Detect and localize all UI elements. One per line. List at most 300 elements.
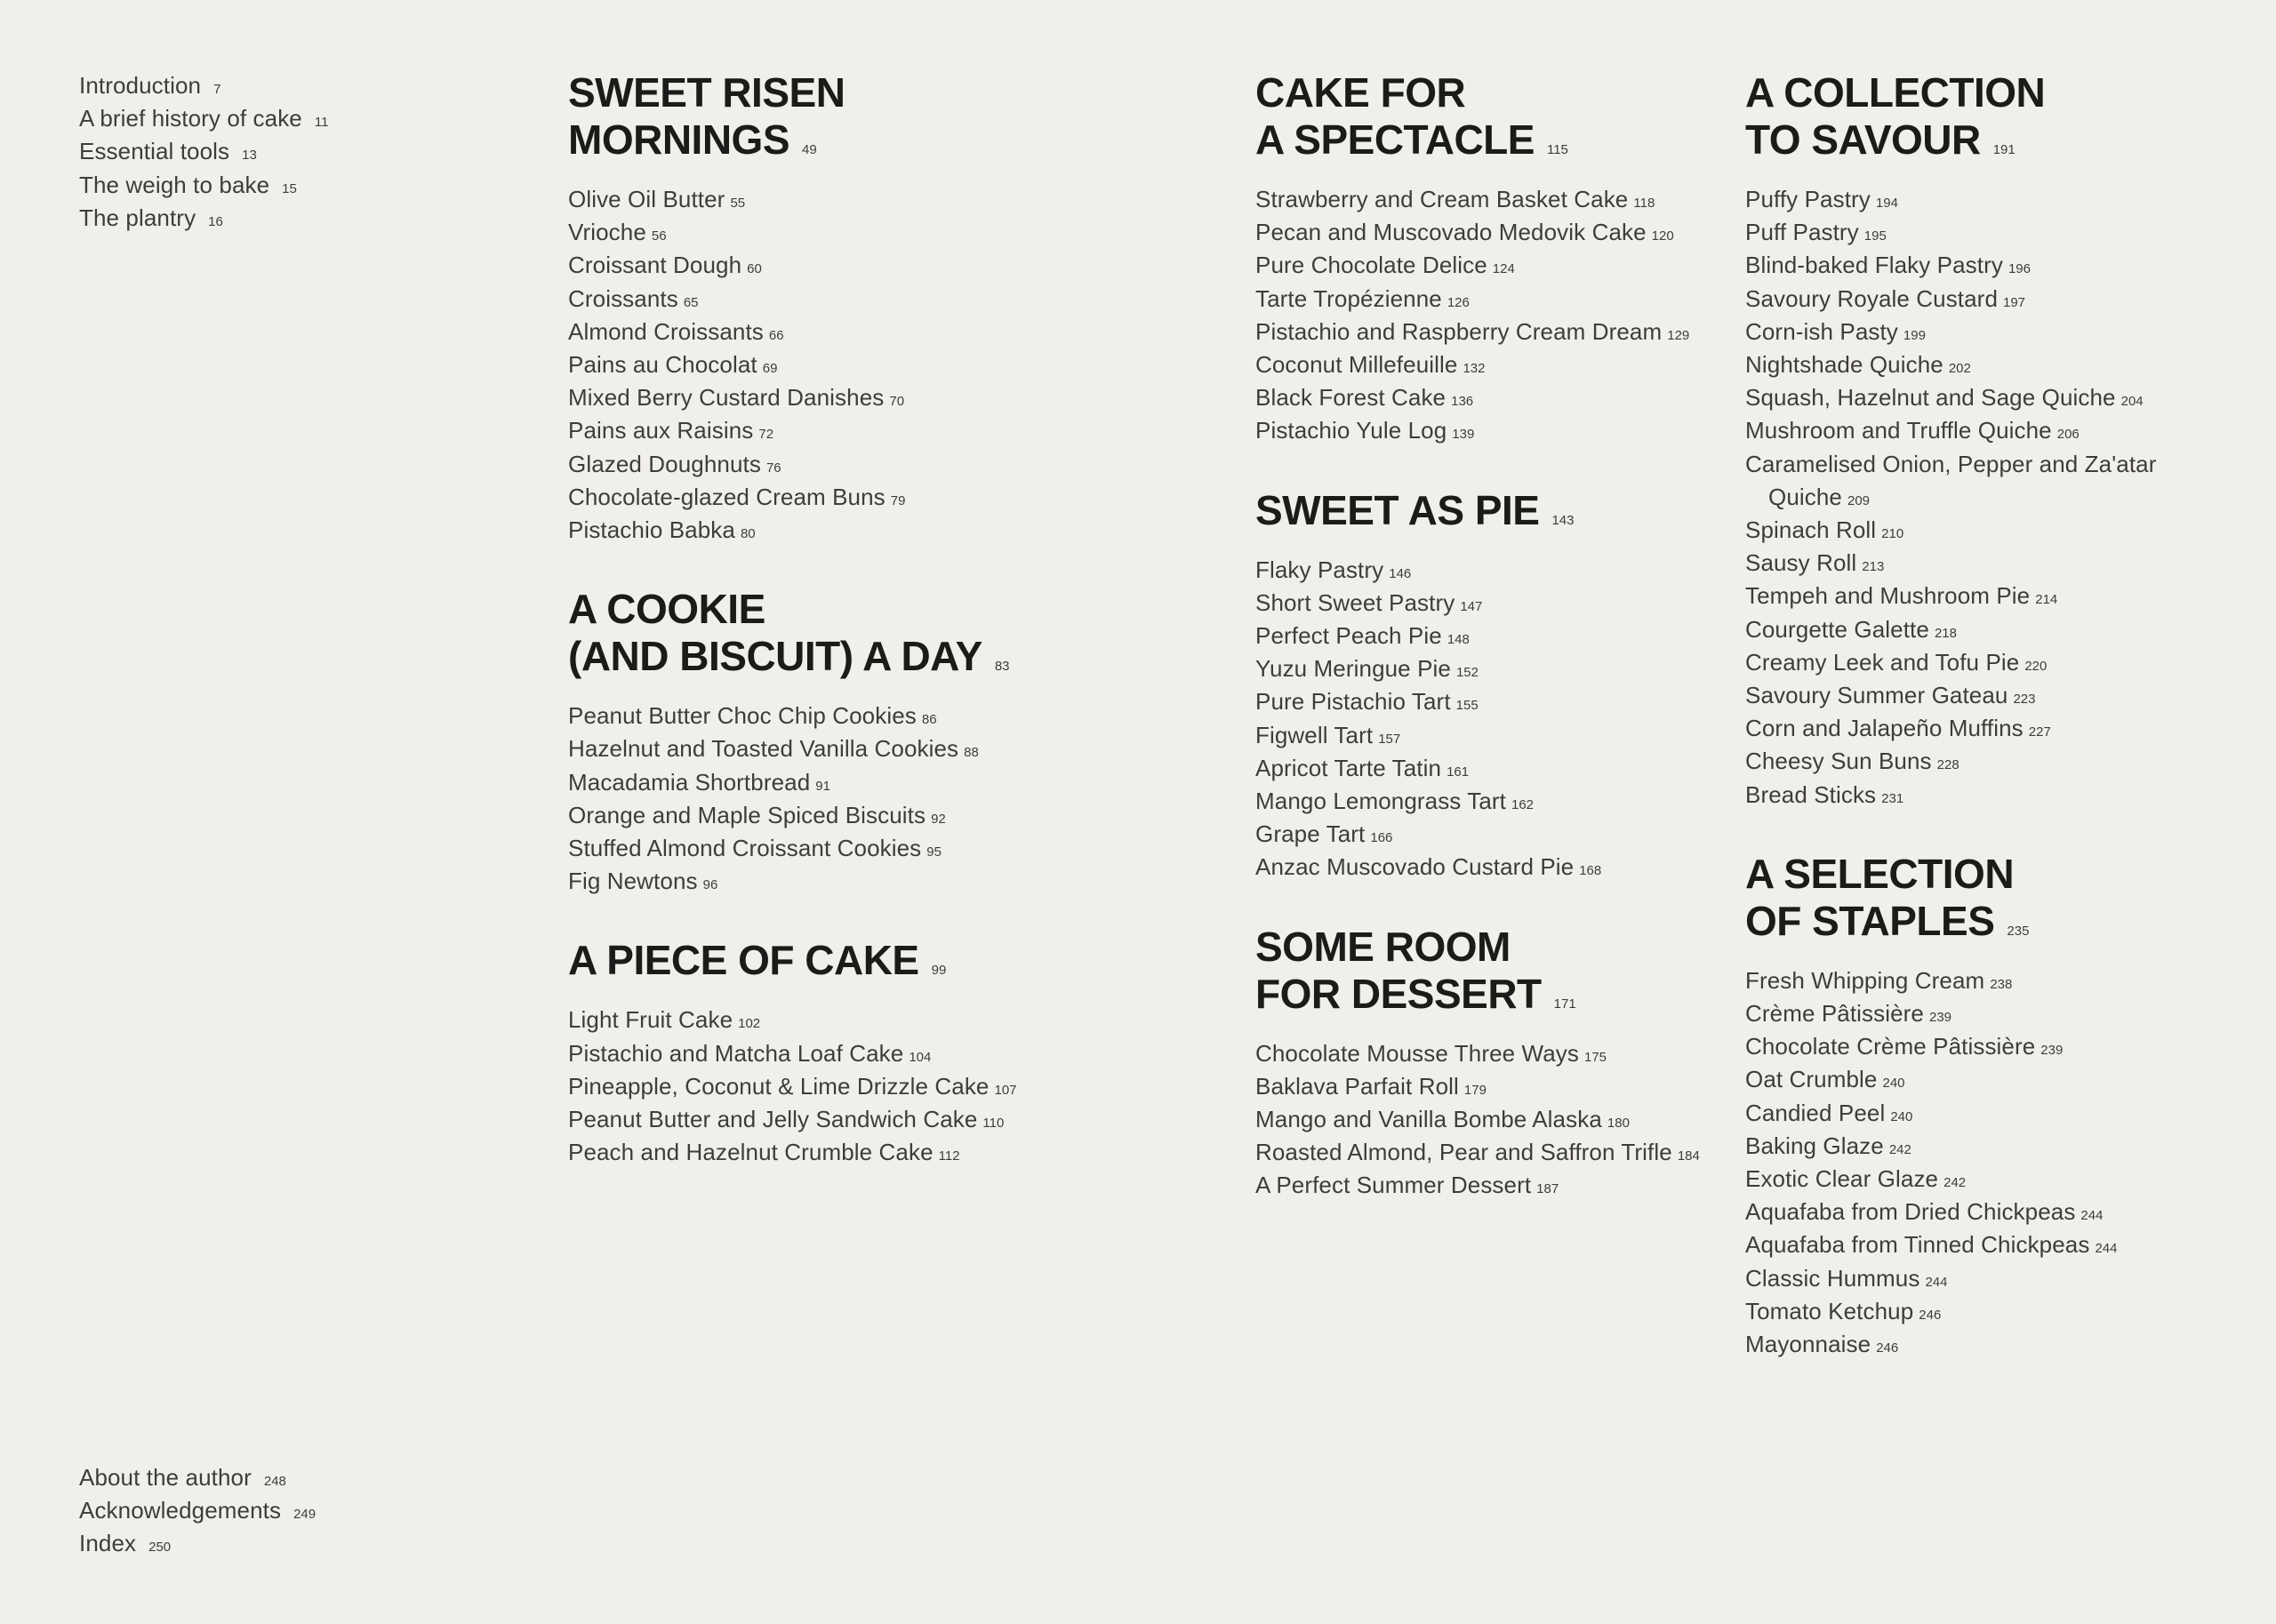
entry-page-number: 86	[921, 712, 937, 728]
entry-title: Grape Tart	[1255, 820, 1366, 848]
entry-page-number: 157	[1378, 731, 1401, 747]
toc-entry[interactable]	[568, 1072, 1017, 1105]
entry-page-number: 79	[890, 492, 906, 508]
entry-page-number: 168	[1579, 863, 1602, 879]
entry-title: Tempeh and Mushroom Pie	[1745, 582, 2031, 610]
entry-page-number: 16	[208, 213, 223, 229]
entry-page-number: 70	[889, 394, 905, 410]
toc-column-3	[1745, 69, 2161, 1400]
entry-page-number: 228	[1936, 757, 1959, 773]
entry-page-number: 56	[651, 228, 667, 244]
entry-page-number: 239	[1929, 1010, 1952, 1026]
chapter-title[interactable]	[568, 69, 1017, 173]
entry-page-number: 244	[2080, 1208, 2104, 1224]
toc-entry[interactable]	[79, 171, 328, 204]
entry-title: Chocolate-glazed Cream Buns	[568, 483, 886, 510]
toc-entry[interactable]	[1745, 1132, 2161, 1164]
toc-entry[interactable]	[1745, 483, 2161, 516]
entry-page-number: 239	[2040, 1043, 2064, 1059]
toc-entry[interactable]	[568, 867, 1017, 900]
entry-page-number: 136	[1451, 394, 1474, 410]
chapter-section	[1255, 487, 1700, 886]
entry-page-number: 13	[242, 148, 257, 164]
toc-entry[interactable]	[568, 450, 1017, 483]
toc-entry[interactable]	[568, 185, 1017, 218]
toc-entry[interactable]	[1745, 350, 2161, 383]
toc-entry[interactable]	[79, 204, 328, 236]
toc-entry[interactable]	[1745, 1297, 2161, 1330]
entry-title: Strawberry and Cream Basket Cake	[1255, 186, 1629, 212]
chapter-page-number: 49	[802, 142, 817, 157]
chapter-title-text: MORNINGS	[568, 116, 789, 163]
recipe-list	[568, 185, 1017, 548]
entry-page-number: 187	[1536, 1181, 1559, 1197]
toc-entry[interactable]	[1745, 516, 2161, 548]
toc-entry[interactable]	[1745, 581, 2161, 614]
entry-page-number: 66	[768, 327, 784, 343]
toc-entry[interactable]	[1745, 383, 2161, 416]
recipe-list	[568, 1005, 1017, 1171]
toc-entry[interactable]	[1745, 251, 2161, 284]
entry-page-number: 195	[1863, 228, 1887, 244]
entry-title: Croissants	[568, 284, 678, 312]
entry-title: Mango Lemongrass Tart	[1255, 788, 1506, 815]
entry-title: Creamy Leek and Tofu Pie	[1745, 648, 2020, 676]
toc-column-2	[1255, 69, 1700, 1242]
entry-title: Glazed Doughnuts	[568, 450, 761, 477]
entry-title: Aquafaba from Dried Chickpeas	[1745, 1198, 2076, 1226]
toc-entry[interactable]	[1255, 317, 1700, 350]
toc-entry[interactable]	[568, 1039, 1017, 1072]
toc-entry[interactable]	[1255, 556, 1700, 588]
chapter-title-text: SOME ROOM	[1255, 923, 1511, 970]
entry-page-number: 120	[1651, 228, 1674, 244]
toc-entry[interactable]	[1255, 1039, 1700, 1072]
chapter-title-text: SWEET AS PIE	[1255, 486, 1540, 533]
entry-page-number: 202	[1948, 361, 1971, 377]
entry-page-number: 104	[909, 1049, 932, 1065]
toc-entry[interactable]	[1255, 588, 1700, 621]
toc-entry[interactable]	[1255, 185, 1700, 218]
entry-page-number: 204	[2120, 394, 2144, 410]
toc-entry[interactable]	[568, 251, 1017, 284]
toc-entry[interactable]	[1745, 615, 2161, 648]
toc-entry[interactable]	[568, 768, 1017, 801]
chapter-section	[1745, 69, 2161, 813]
toc-entry[interactable]	[1745, 1065, 2161, 1098]
toc-entry[interactable]	[1255, 1138, 1700, 1171]
toc-entry[interactable]	[79, 137, 328, 170]
toc-entry[interactable]	[1745, 648, 2161, 681]
toc-entry[interactable]	[568, 834, 1017, 867]
toc-entry[interactable]	[1255, 621, 1700, 654]
entry-page-number: 146	[1389, 565, 1412, 581]
entry-title: Fresh Whipping Cream	[1745, 966, 1985, 994]
entry-page-number: 209	[1847, 492, 1871, 508]
toc-entry[interactable]	[1745, 747, 2161, 780]
recipe-list	[568, 701, 1017, 900]
entry-page-number: 162	[1511, 797, 1535, 813]
entry-page-number: 95	[926, 844, 942, 860]
entry-title: Puff Pastry	[1745, 219, 1859, 246]
toc-entry[interactable]	[568, 801, 1017, 834]
entry-page-number: 55	[730, 196, 746, 211]
entry-page-number: 240	[1882, 1076, 1905, 1092]
entry-title: Caramelised Onion, Pepper and Za'atar	[1745, 450, 2157, 477]
chapter-page-number: 235	[2007, 923, 2030, 939]
entry-page-number: 110	[982, 1116, 1005, 1132]
toc-entry[interactable]	[79, 1529, 316, 1562]
entry-page-number: 231	[1881, 790, 1904, 806]
toc-entry[interactable]	[1255, 852, 1700, 885]
entry-title: Pistachio and Matcha Loaf Cake	[568, 1039, 904, 1067]
entry-title: Tarte Tropézienne	[1255, 284, 1442, 312]
entry-page-number: 118	[1633, 196, 1655, 211]
entry-page-number: 11	[314, 115, 329, 131]
entry-title: Baklava Parfait Roll	[1255, 1072, 1459, 1100]
chapter-title[interactable]	[1255, 487, 1700, 544]
entry-title: Anzac Muscovado Custard Pie	[1255, 853, 1575, 881]
entry-title: Macadamia Shortbread	[568, 768, 811, 796]
toc-entry[interactable]	[79, 104, 328, 137]
toc-entry[interactable]	[1745, 1164, 2161, 1197]
entry-title: Corn and Jalapeño Muffins	[1745, 715, 2024, 742]
chapter-title[interactable]	[1255, 69, 1700, 173]
entry-title: A Perfect Summer Dessert	[1255, 1172, 1532, 1199]
entry-title: Sausy Roll	[1745, 549, 1857, 577]
toc-entry[interactable]	[568, 701, 1017, 734]
toc-entry[interactable]	[1255, 1171, 1700, 1204]
chapter-section	[1255, 924, 1700, 1204]
entry-page-number: 242	[1888, 1141, 1911, 1157]
toc-entry[interactable]	[1745, 317, 2161, 350]
recipe-list	[1255, 1039, 1700, 1204]
toc-entry[interactable]	[1255, 687, 1700, 720]
entry-title: Flaky Pastry	[1255, 556, 1384, 583]
toc-entry[interactable]	[1745, 681, 2161, 714]
entry-page-number: 246	[1876, 1340, 1899, 1356]
toc-entry[interactable]	[1255, 284, 1700, 317]
entry-page-number: 246	[1919, 1307, 1942, 1323]
toc-entry[interactable]	[1745, 1197, 2161, 1230]
entry-page-number: 139	[1452, 427, 1475, 443]
toc-entry[interactable]	[1745, 218, 2161, 251]
entry-title: Light Fruit Cake	[568, 1006, 733, 1034]
entry-title: Coconut Millefeuille	[1255, 351, 1458, 379]
toc-entry[interactable]	[568, 383, 1017, 416]
toc-entry[interactable]	[1745, 185, 2161, 218]
entry-title: Fig Newtons	[568, 868, 698, 895]
entry-title: Mushroom and Truffle Quiche	[1745, 417, 2052, 444]
entry-title: Pineapple, Coconut & Lime Drizzle Cake	[568, 1072, 990, 1100]
entry-title: Quiche	[1768, 483, 1842, 510]
entry-page-number: 179	[1463, 1082, 1487, 1098]
entry-page-number: 91	[815, 778, 830, 794]
entry-page-number: 7	[213, 82, 221, 97]
entry-title: The weigh to bake	[79, 171, 270, 198]
entry-title: Acknowledgements	[79, 1497, 282, 1524]
chapter-page-number: 191	[1992, 142, 2016, 157]
toc-entry[interactable]	[568, 416, 1017, 449]
entry-title: Essential tools	[79, 138, 230, 165]
chapter-section	[1745, 851, 2161, 1363]
toc-entry[interactable]	[1255, 721, 1700, 754]
toc-entry[interactable]	[1255, 251, 1700, 284]
entry-page-number: 223	[2013, 692, 2036, 708]
toc-entry[interactable]	[1255, 1072, 1700, 1105]
entry-page-number: 248	[263, 1474, 286, 1489]
entry-title: A brief history of cake	[79, 105, 302, 132]
entry-page-number: 220	[2024, 658, 2048, 674]
entry-title: Mayonnaise	[1745, 1331, 1871, 1358]
entry-page-number: 184	[1677, 1148, 1700, 1164]
entry-title: Savoury Royale Custard	[1745, 284, 1998, 312]
chapter-title-line	[1255, 69, 1700, 116]
entry-title: Olive Oil Butter	[568, 186, 725, 212]
toc-entry[interactable]	[1255, 383, 1700, 416]
entry-page-number: 88	[964, 745, 979, 761]
entry-page-number: 92	[931, 811, 946, 827]
chapter-title-line	[1745, 116, 2161, 173]
entry-page-number: 249	[293, 1507, 317, 1523]
entry-page-number: 238	[1990, 976, 2013, 992]
toc-entry[interactable]	[1745, 416, 2161, 449]
entry-page-number: 214	[2035, 592, 2058, 608]
entry-page-number: 107	[994, 1082, 1017, 1098]
entry-page-number: 180	[1607, 1116, 1630, 1132]
chapter-title-text: A COOKIE	[568, 586, 765, 633]
toc-entry[interactable]	[1745, 1230, 2161, 1263]
chapter-page-number: 115	[1546, 142, 1568, 157]
entry-title: Exotic Clear Glaze	[1745, 1165, 1939, 1193]
entry-title: Bread Sticks	[1745, 780, 1877, 808]
toc-entry[interactable]	[1255, 787, 1700, 820]
entry-title: The plantry	[79, 204, 196, 231]
entry-title: Mango and Vanilla Bombe Alaska	[1255, 1106, 1602, 1133]
chapter-page-number: 143	[1551, 512, 1575, 528]
entry-page-number: 60	[747, 261, 762, 277]
back-matter-list	[79, 1463, 316, 1563]
entry-page-number: 126	[1447, 294, 1470, 310]
entry-title: Black Forest Cake	[1255, 384, 1447, 412]
entry-title: Vrioche	[568, 219, 646, 246]
toc-entry[interactable]	[1255, 218, 1700, 251]
toc-entry[interactable]	[1745, 966, 2161, 999]
chapter-title-line	[1745, 69, 2161, 116]
entry-title: Cheesy Sun Buns	[1745, 748, 1932, 775]
toc-entry[interactable]	[1745, 548, 2161, 581]
entry-title: Blind-baked Flaky Pastry	[1745, 252, 2003, 279]
chapter-page-number: 83	[994, 659, 1010, 675]
entry-page-number: 80	[740, 526, 756, 542]
entry-page-number: 102	[738, 1016, 761, 1032]
entry-page-number: 206	[2056, 427, 2080, 443]
chapter-title-text: A SELECTION	[1745, 850, 2015, 897]
entry-page-number: 166	[1370, 830, 1393, 846]
entry-title: Oat Crumble	[1745, 1066, 1878, 1093]
chapter-title[interactable]	[568, 937, 1017, 994]
entry-title: Pistachio Yule Log	[1255, 417, 1447, 444]
chapter-page-number: 99	[931, 963, 947, 979]
entry-title: Peach and Hazelnut Crumble Cake	[568, 1139, 934, 1166]
toc-entry[interactable]	[1745, 1264, 2161, 1297]
toc-entry[interactable]	[568, 734, 1017, 767]
entry-page-number: 242	[1943, 1175, 1967, 1191]
entry-page-number: 72	[758, 427, 774, 443]
toc-entry[interactable]	[1255, 350, 1700, 383]
entry-title: Introduction	[79, 72, 202, 99]
entry-title: Chocolate Mousse Three Ways	[1255, 1039, 1579, 1067]
chapter-title[interactable]	[1745, 851, 2161, 955]
entry-title: Spinach Roll	[1745, 516, 1877, 544]
toc-entry[interactable]	[1255, 754, 1700, 787]
entry-title: Short Sweet Pastry	[1255, 588, 1455, 616]
entry-page-number: 250	[148, 1540, 172, 1556]
entry-title: Classic Hummus	[1745, 1264, 1920, 1292]
entry-title: Pistachio Babka	[568, 516, 735, 544]
toc-entry[interactable]	[568, 1105, 1017, 1138]
chapter-title-line	[1255, 487, 1700, 544]
toc-entry[interactable]	[568, 350, 1017, 383]
entry-page-number: 244	[1925, 1274, 1948, 1290]
toc-entry[interactable]	[1745, 999, 2161, 1032]
chapter-section	[568, 69, 1017, 548]
toc-entry[interactable]	[568, 218, 1017, 251]
recipe-list	[1255, 556, 1700, 886]
entry-title: Crème Pâtissière	[1745, 1000, 1924, 1028]
toc-entry[interactable]	[568, 483, 1017, 516]
chapter-title-line	[1255, 924, 1700, 971]
entry-page-number: 112	[938, 1148, 960, 1164]
entry-title: Stuffed Almond Croissant Cookies	[568, 835, 922, 862]
entry-page-number: 196	[2008, 261, 2031, 277]
entry-title: Puffy Pastry	[1745, 186, 1871, 212]
recipe-list	[1745, 966, 2161, 1363]
chapter-title[interactable]	[1255, 924, 1700, 1028]
chapter-title-text: A SPECTACLE	[1255, 116, 1535, 163]
chapter-title-line	[1255, 971, 1700, 1028]
entry-page-number: 152	[1455, 665, 1479, 681]
toc-column-1	[568, 69, 1017, 1208]
entry-title: Orange and Maple Spiced Biscuits	[568, 801, 926, 828]
entry-title: Pains aux Raisins	[568, 417, 754, 444]
entry-page-number: 132	[1463, 361, 1486, 377]
entry-title: Pains au Chocolat	[568, 351, 757, 379]
entry-title: Croissant Dough	[568, 252, 742, 279]
entry-title: Figwell Tart	[1255, 721, 1374, 748]
toc-entry[interactable]	[1745, 780, 2161, 813]
entry-page-number: 244	[2095, 1241, 2118, 1257]
toc-entry[interactable]	[568, 1138, 1017, 1171]
entry-title: Peanut Butter Choc Chip Cookies	[568, 702, 917, 730]
recipe-list	[1255, 185, 1700, 450]
chapter-title-text: SWEET RISEN	[568, 69, 845, 116]
toc-entry[interactable]	[1745, 1032, 2161, 1065]
entry-title: Baking Glaze	[1745, 1132, 1884, 1159]
toc-entry[interactable]	[1745, 1099, 2161, 1132]
entry-page-number: 161	[1447, 764, 1470, 780]
entry-page-number: 69	[762, 361, 778, 377]
entry-title: Apricot Tarte Tatin	[1255, 754, 1442, 781]
entry-title: Pecan and Muscovado Medovik Cake	[1255, 219, 1647, 246]
chapter-title[interactable]	[568, 586, 1017, 690]
entry-page-number: 197	[2003, 294, 2026, 310]
toc-entry[interactable]	[568, 516, 1017, 548]
entry-title: Corn-ish Pasty	[1745, 317, 1898, 345]
toc-entry[interactable]	[79, 1463, 316, 1496]
chapter-title-line	[568, 937, 1017, 994]
entry-title: Almond Croissants	[568, 317, 764, 345]
chapter-title-text: OF STAPLES	[1745, 897, 1995, 944]
entry-title: Nightshade Quiche	[1745, 351, 1943, 379]
chapter-title-line	[568, 586, 1017, 633]
chapter-title-text: CAKE FOR	[1255, 69, 1466, 116]
entry-page-number: 124	[1492, 261, 1515, 277]
chapter-title-line	[568, 69, 1017, 116]
entry-title: Index	[79, 1530, 137, 1557]
toc-entry[interactable]	[79, 71, 328, 104]
toc-entry[interactable]	[1255, 654, 1700, 687]
entry-title: Yuzu Meringue Pie	[1255, 655, 1451, 683]
chapter-title[interactable]	[1745, 69, 2161, 173]
entry-page-number: 240	[1890, 1108, 1913, 1124]
entry-title: Perfect Peach Pie	[1255, 622, 1442, 650]
chapter-title-text: (AND BISCUIT) A DAY	[568, 633, 982, 680]
chapter-title-line	[1255, 116, 1700, 173]
toc-entry[interactable]	[1745, 450, 2161, 483]
chapter-title-text: A PIECE OF CAKE	[568, 937, 919, 984]
toc-entry[interactable]	[1745, 1330, 2161, 1363]
chapter-title-line	[1745, 898, 2161, 955]
chapter-page-number: 171	[1553, 996, 1576, 1012]
entry-page-number: 194	[1875, 196, 1898, 211]
toc-entry[interactable]	[1745, 714, 2161, 747]
chapter-title-text: A COLLECTION	[1745, 69, 2046, 116]
entry-page-number: 129	[1667, 327, 1690, 343]
toc-entry[interactable]	[568, 284, 1017, 317]
entry-title: Roasted Almond, Pear and Saffron Trifle	[1255, 1139, 1672, 1166]
chapter-section	[568, 586, 1017, 900]
entry-page-number: 213	[1862, 559, 1885, 575]
entry-page-number: 155	[1455, 698, 1479, 714]
toc-entry[interactable]	[79, 1496, 316, 1529]
entry-page-number: 175	[1583, 1049, 1607, 1065]
toc-entry[interactable]	[1255, 1105, 1700, 1138]
toc-entry[interactable]	[1255, 820, 1700, 852]
entry-page-number: 96	[702, 877, 718, 893]
toc-entry[interactable]	[568, 317, 1017, 350]
entry-title: About the author	[79, 1464, 252, 1491]
entry-title: Courgette Galette	[1745, 615, 1929, 643]
entry-title: Mixed Berry Custard Danishes	[568, 384, 885, 412]
chapter-title-text: TO SAVOUR	[1745, 116, 1981, 163]
chapter-title-line	[568, 116, 1017, 173]
entry-page-number: 148	[1447, 632, 1470, 648]
toc-entry[interactable]	[1745, 284, 2161, 317]
entry-title: Pure Chocolate Delice	[1255, 252, 1487, 279]
entry-title: Chocolate Crème Pâtissière	[1745, 1033, 2036, 1060]
entry-title: Savoury Summer Gateau	[1745, 682, 2008, 709]
entry-title: Peanut Butter and Jelly Sandwich Cake	[568, 1106, 978, 1133]
toc-entry[interactable]	[1255, 416, 1700, 449]
entry-title: Squash, Hazelnut and Sage Quiche	[1745, 384, 2116, 412]
chapter-title-text: FOR DESSERT	[1255, 970, 1542, 1017]
entry-page-number: 65	[683, 294, 699, 310]
chapter-section	[1255, 69, 1700, 450]
toc-entry[interactable]	[568, 1005, 1017, 1038]
entry-title: Pure Pistachio Tart	[1255, 688, 1451, 716]
entry-page-number: 199	[1903, 327, 1926, 343]
